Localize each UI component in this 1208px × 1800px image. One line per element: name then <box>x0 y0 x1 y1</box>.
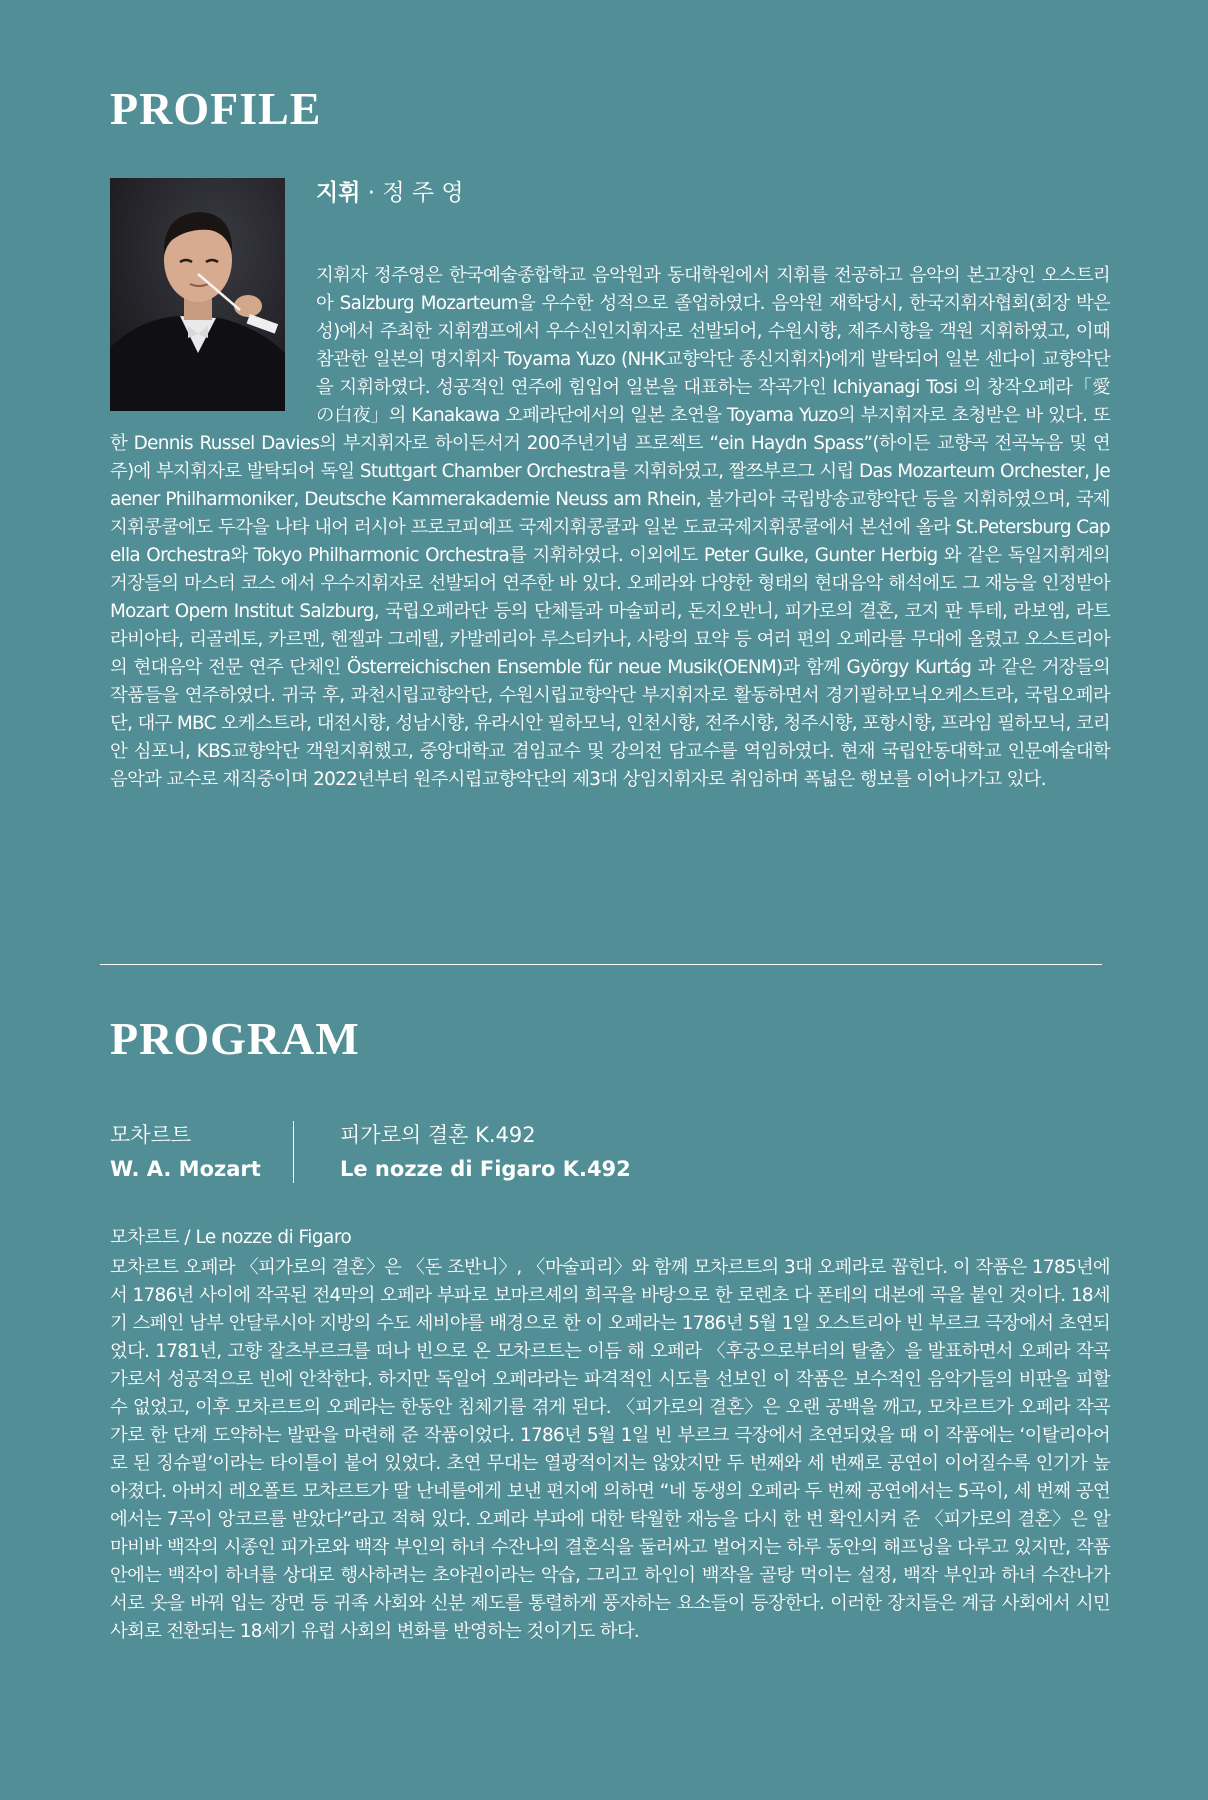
section-divider <box>100 964 1102 965</box>
conductor-name: 정 주 영 <box>382 180 464 206</box>
conductor-biography <box>110 262 1110 794</box>
program-composer <box>110 1118 261 1186</box>
conductor-name-heading <box>316 174 464 207</box>
conductor-role: 지휘 <box>316 180 361 206</box>
program-work <box>340 1118 631 1186</box>
composer-name-english: W. A. Mozart <box>110 1157 261 1181</box>
photo-text-wrap-spacer <box>110 262 316 414</box>
program-section-title: PROGRAM <box>110 1013 360 1064</box>
profile-section-title: PROFILE <box>110 83 322 134</box>
work-title-english: Le nozze di Figaro K.492 <box>340 1157 631 1181</box>
program-note-heading: 모차르트 / Le nozze di Figaro <box>110 1227 352 1248</box>
conductor-separator: · <box>360 180 383 206</box>
biography-text: 지휘자 정주영은 한국예술종합학교 음악원과 동대학원에서 지휘를 전공하고 음악의 본고장인 오스트리아 Salzburg Mozarteum을 우수한 성적으로 졸업하였다. 음악원 재학당시, 한국지휘자협회(회장 박은성)에서 주최한 지휘캠프에서 우수신인지휘자로 선발되어, 수원시향, 제주시향을 객원 지휘하였고, 이때 참관한 일본의 명지휘자 Toyama Yuzo (NHK교향악단 종신지휘자)에게 발탁되어 일본 센다이 교향악단을 지휘하였다. 성공적인 연주에 힘입어 일본을 대표하는 작곡가인 Ichiyanagi Tosi 의 창작오페라「愛の白夜」의 Kanakawa 오페라단에서의 일본 초연을 Toyama Yuzo의 부지휘자로 초청받은 바 있다. 또한 Dennis Russel Davies의 부지휘자로 하이든서거 200주년기념 프로젝트 “ein Haydn Spass”(하이든 교향곡 전곡녹음 및 연주)에 부지휘자로 발탁되어 독일 Stuttgart Chamber Orchestra를 지휘하였고, 짤쯔부르그 시립 Das Mozarteum Orchester, Jeaener Philharmoniker, Deutsche Kammerakademie Neuss am Rhein, 불가리아 국립방송교향악단 등을 지휘하였으며, 국제지휘콩쿨에도 두각을 나타 내어 러시아 프로코피예프 국제지휘콩쿨과 일본 도쿄국제지휘콩쿨에서 본선에 올라 St.Petersburg Capella Orchestra와 Tokyo Philharmonic Orchestra를 지휘하였다. 이외에도 Peter Gulke, Gunter Herbig 와 같은 독일지휘계의 거장들의 마스터 코스 에서 우수지휘자로 선발되어 연주한 바 있다. 오페라와 다양한 형태의 현대음악 해석에도 그 재능을 인정받아 Mozart Opern Institut Salzburg, 국립오페라단 등의 단체들과 마술피리, 돈지오반니, 피가로의 결혼, 코지 판 투테, 라보엠, 라트라비아타, 리골레토, 카르멘, 헨젤과 그레텔, 카발레리아 루스티카나, 사랑의 묘약 등 여러 편의 오페라를 무대에 올렸고 오스트리아의 현대음악 전문 연주 단체인 Österreichischen Ensemble für neue Musik(OENM)과 함께 György Kurtág 과 같은 거장들의 작품들을 연주하였다. 귀국 후, 과천시립교향악단, 수원시립교향악단 부지휘자로 활동하면서 경기필하모닉오케스트라, 국립오페라단, 대구 MBC 오케스트라, 대전시향, 성남시향, 유라시안 필하모닉, 인천시향, 전주시향, 청주시향, 포항시향, 프라임 필하모닉, 코리안 심포니, KBS교향악단 객원지휘했고, 중앙대학교 겸임교수 및 강의전 담교수를 역임하였다. 현재 국립안동대학교 인문예술대학 음악과 교수로 재직중이며 2022년부터 원주시립교향악단의 제3대 상임지휘자로 취임하며 폭넓은 행보를 이어나가고 있다. <box>110 265 1110 790</box>
work-title-korean: 피가로의 결혼 K.492 <box>340 1123 536 1147</box>
composer-name-korean: 모차르트 <box>110 1123 192 1147</box>
program-vertical-divider <box>293 1121 294 1183</box>
program-note-body: 모차르트 오페라 〈피가로의 결혼〉은 〈돈 조반니〉, 〈마술피리〉와 함께 모차르트의 3대 오페라로 꼽힌다. 이 작품은 1785년에서 1786년 사이에 작곡된 전4막의 오페라 부파로 보마르셰의 희곡을 바탕으로 한 로렌초 다 폰테의 대본에 곡을 붙인 것이다. 18세기 스페인 남부 안달루시아 지방의 수도 세비야를 배경으로 한 이 오페라는 1786년 5월 1일 오스트리아 빈 부르크 극장에서 초연되었다. 1781년, 고향 잘츠부르크를 떠나 빈으로 온 모차르트는 이듬 해 오페라 〈후궁으로부터의 탈출〉을 발표하면서 오페라 작곡가로서 성공적으로 빈에 안착한다. 하지만 독일어 오페라라는 파격적인 시도를 선보인 이 작품은 보수적인 음악가들의 비판을 피할 수 없었고, 이후 모차르트의 오페라는 한동안 침체기를 겪게 된다. 〈피가로의 결혼〉은 오랜 공백을 깨고, 모차르트가 오페라 작곡가로 한 단계 도약하는 발판을 마련해 준 작품이었다. 1786년 5월 1일 빈 부르크 극장에서 초연되었을 때 이 작품에는 ‘이탈리아어로 된 징슈필’이라는 타이틀이 붙어 있었다. 초연 무대는 열광적이지는 않았지만 두 번째와 세 번째로 공연이 이어질수록 인기가 높아졌다. 아버지 레오폴트 모차르트가 딸 난네를에게 보낸 편지에 의하면 “네 동생의 오페라 두 번째 공연에서는 5곡이, 세 번째 공연에서는 7곡이 앙코르를 받았다”라고 적혀 있다. 오페라 부파에 대한 탁월한 재능을 다시 한 번 확인시켜 준 〈피가로의 결혼〉은 알마비바 백작의 시종인 피가로와 백작 부인의 하녀 수잔나의 결혼식을 둘러싸고 벌어지는 하루 동안의 해프닝을 다루고 있지만, 작품 안에는 백작이 하녀를 상대로 행사하려는 초야권이라는 악습, 그리고 하인이 백작을 골탕 먹이는 설정, 백작 부인과 하녀 수잔나가 서로 옷을 바꿔 입는 장면 등 귀족 사회와 신분 제도를 통렬하게 풍자하는 요소들이 등장한다. 이러한 장치들은 계급 사회에서 시민 사회로 전환되는 18세기 유럽 사회의 변화를 반영하는 것이기도 하다. <box>110 1257 1110 1642</box>
